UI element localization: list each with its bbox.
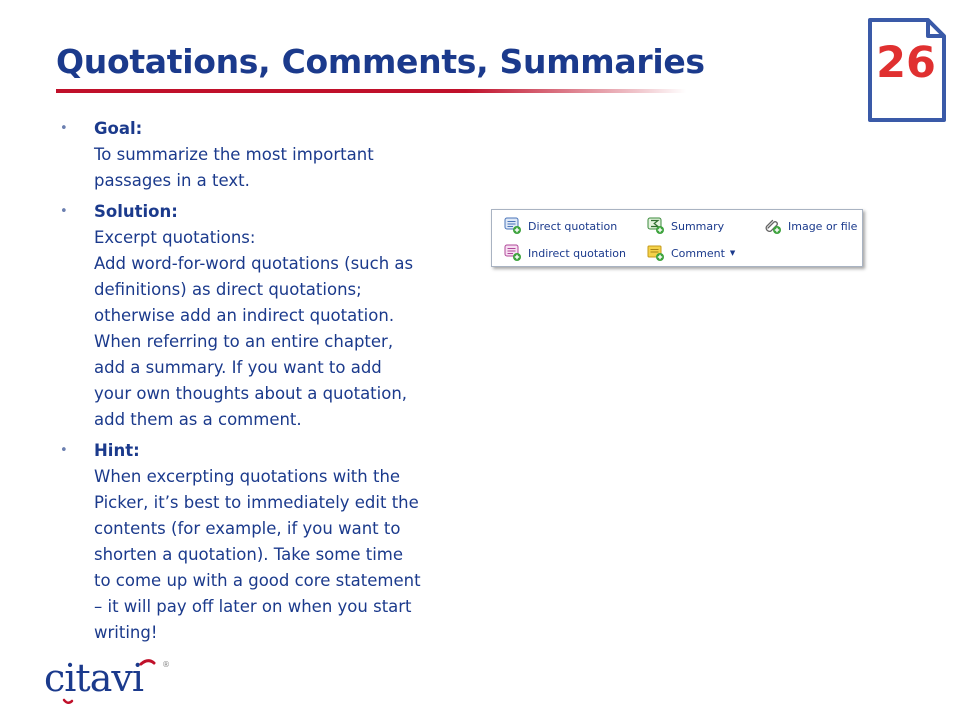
bullet-text-line: To summarize the most important [94, 145, 374, 164]
bullet-heading: Goal: [94, 119, 143, 138]
bullet-text-line: passages in a text. [94, 171, 250, 190]
bullet-solution [60, 199, 480, 433]
image-or-file-label: Image or file [788, 219, 858, 233]
bullet-text-line: – it will pay off later on when you start [94, 597, 412, 616]
summary-label: Summary [671, 219, 725, 233]
chevron-down-icon[interactable]: ▼ [729, 249, 736, 257]
bullet-text-line: Add word-for-word quotations (such as [94, 254, 414, 273]
bullet-text-line: contents (for example, if you want to [94, 519, 401, 538]
bullet-text-line: add them as a comment. [94, 410, 302, 429]
summary-button[interactable] [647, 215, 724, 237]
bullet-heading: Hint: [94, 441, 140, 460]
bullet-text-line: add a summary. If you want to add [94, 358, 382, 377]
summary-icon [647, 217, 665, 235]
logo-accent-icon [44, 656, 174, 706]
paperclip-icon [764, 217, 782, 235]
bullet-text-line: When referring to an entire chapter, [94, 332, 394, 351]
bullet-marker: • [60, 121, 68, 136]
indirect-quotation-button[interactable] [504, 242, 626, 264]
comment-label: Comment [671, 246, 725, 260]
quotation-toolbar [491, 209, 863, 267]
slide-content [60, 116, 480, 651]
bullet-marker: • [60, 204, 68, 219]
bullet-text-line: shorten a quotation). Take some time [94, 545, 404, 564]
title-underline [56, 89, 686, 93]
bullet-text-line: Picker, it’s best to immediately edit the [94, 493, 419, 512]
bullet-marker: • [60, 443, 68, 458]
bullet-text-line: to come up with a good core statement [94, 571, 421, 590]
bullet-text-line: writing! [94, 623, 158, 642]
slide-title: Quotations, Comments, Summaries [56, 42, 705, 81]
bullet-text-line: definitions) as direct quotations; [94, 280, 362, 299]
direct-quotation-label: Direct quotation [528, 219, 618, 233]
bullet-heading: Solution: [94, 202, 178, 221]
bullet-text-line: your own thoughts about a quotation, [94, 384, 408, 403]
bullet-text-line: Excerpt quotations: [94, 228, 256, 247]
bullet-text-line: When excerpting quotations with the [94, 467, 401, 486]
comment-dropdown-button[interactable] [647, 242, 735, 264]
bullet-text-line: otherwise add an indirect quotation. [94, 306, 395, 325]
registered-mark: ® [162, 660, 170, 669]
logo-wordmark: citavi [44, 656, 143, 700]
indirect-quotation-label: Indirect quotation [528, 246, 626, 260]
direct-quotation-button[interactable] [504, 215, 617, 237]
page-number: 26 [876, 38, 936, 88]
page-number-badge [866, 16, 950, 124]
bullet-hint [60, 438, 480, 646]
bullet-goal [60, 116, 480, 194]
indirect-quotation-icon [504, 244, 522, 262]
direct-quotation-icon [504, 217, 522, 235]
comment-icon [647, 244, 665, 262]
citavi-logo [44, 656, 174, 706]
image-or-file-button[interactable] [764, 215, 857, 237]
